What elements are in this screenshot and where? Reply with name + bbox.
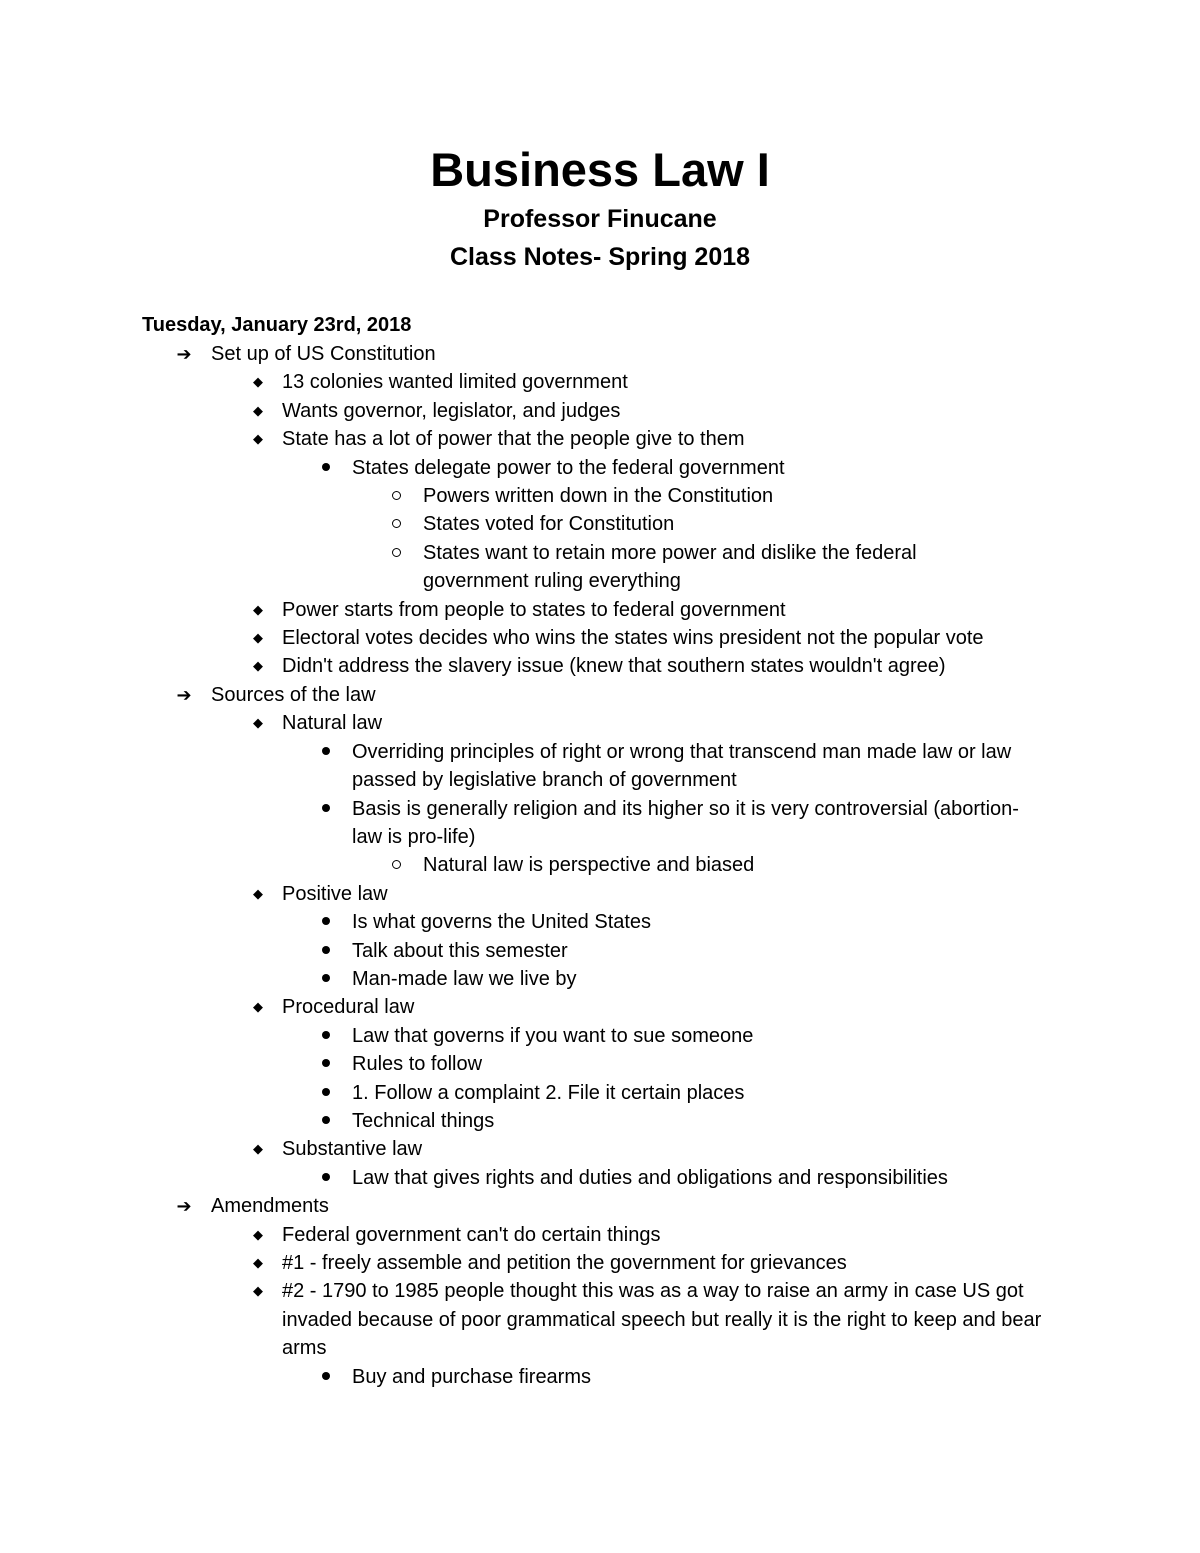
list-item: Technical things — [0, 1107, 1200, 1135]
circle-bullet-icon — [386, 851, 406, 879]
diamond-bullet-icon: ◆ — [253, 658, 263, 674]
list-item: States delegate power to the federal government — [0, 454, 1200, 482]
diamond-bullet-icon: ◆ — [253, 885, 263, 901]
circle-bullet-icon — [386, 482, 406, 510]
list-item: Is what governs the United States — [0, 908, 1200, 936]
list-item: States want to retain more power and dislike the federal government ruling everything — [0, 539, 1200, 596]
circle-bullet-icon — [386, 510, 406, 538]
diamond-bullet-icon: ◆ — [253, 630, 263, 646]
circle-bullet-icon — [386, 539, 406, 567]
list-item: 1. Follow a complaint 2. File it certain places — [0, 1079, 1200, 1107]
dot-bullet-icon — [316, 908, 336, 936]
dot-bullet-icon — [316, 795, 336, 823]
list-item: Buy and purchase firearms — [0, 1363, 1200, 1391]
list-item: Overriding principles of right or wrong that transcend man made law or law passed by legislative branch of government — [0, 738, 1200, 795]
dot-bullet-icon — [316, 454, 336, 482]
document-title: Business Law I — [430, 143, 770, 196]
list-item: ◆ Positive law — [0, 880, 1200, 908]
arrow-icon: ➔ — [176, 344, 192, 364]
dot-bullet-icon — [316, 1363, 336, 1391]
list-item: ➔ Set up of US Constitution — [0, 340, 1200, 368]
diamond-bullet-icon: ◆ — [253, 715, 263, 731]
list-item: ◆ Didn't address the slavery issue (knew that southern states wouldn't agree) — [0, 652, 1200, 680]
list-item: ◆ Power starts from people to states to federal government — [0, 596, 1200, 624]
diamond-bullet-icon: ◆ — [253, 601, 263, 617]
list-item: States voted for Constitution — [0, 510, 1200, 538]
list-item: Law that gives rights and duties and obligations and responsibilities — [0, 1164, 1200, 1192]
diamond-bullet-icon: ◆ — [253, 999, 263, 1015]
list-item: ◆ Procedural law — [0, 993, 1200, 1021]
dot-bullet-icon — [316, 1022, 336, 1050]
arrow-icon: ➔ — [176, 1196, 192, 1217]
list-item: ◆ #2 - 1790 to 1985 people thought this was as a way to raise an army in case US got invaded because of poor grammatical speech but really it is the right to keep and bear arms — [0, 1277, 1200, 1362]
list-item: ◆ Electoral votes decides who wins the states wins president not the popular vote — [0, 624, 1200, 652]
list-item: Powers written down in the Constitution — [0, 482, 1200, 510]
list-item: Man-made law we live by — [0, 965, 1200, 993]
professor-name: Professor Finucane — [483, 205, 717, 233]
list-item: ➔ Sources of the law — [0, 681, 1200, 709]
list-item: ◆ Substantive law — [0, 1135, 1200, 1163]
diamond-bullet-icon: ◆ — [253, 1255, 263, 1270]
list-item: Law that governs if you want to sue someone — [0, 1022, 1200, 1050]
list-item: ◆ Federal government can't do certain things — [0, 1221, 1200, 1249]
diamond-bullet-icon: ◆ — [253, 402, 263, 418]
list-item: ◆ State has a lot of power that the people give to them — [0, 425, 1200, 453]
dot-bullet-icon — [316, 1050, 336, 1078]
list-item: Natural law is perspective and biased — [0, 851, 1200, 879]
dot-bullet-icon — [316, 1164, 336, 1192]
dot-bullet-icon — [316, 1079, 336, 1107]
diamond-bullet-icon: ◆ — [253, 1226, 263, 1242]
diamond-bullet-icon: ◆ — [253, 1283, 263, 1299]
list-item: ◆ 13 colonies wanted limited government — [0, 368, 1200, 396]
list-item: ◆ Natural law — [0, 709, 1200, 737]
diamond-bullet-icon: ◆ — [253, 374, 263, 390]
dot-bullet-icon — [316, 965, 336, 993]
list-item: ◆ Wants governor, legislator, and judges — [0, 397, 1200, 425]
dot-bullet-icon — [316, 937, 336, 965]
diamond-bullet-icon: ◆ — [253, 431, 263, 447]
arrow-icon: ➔ — [176, 684, 192, 705]
list-item: ➔ Amendments — [0, 1192, 1200, 1220]
dot-bullet-icon — [316, 1107, 336, 1135]
class-notes-heading: Class Notes- Spring 2018 — [449, 243, 751, 271]
notes-list — [0, 340, 1200, 1391]
list-item: ◆ #1 - freely assemble and petition the government for grievances — [0, 1249, 1200, 1277]
dot-bullet-icon — [316, 738, 336, 766]
list-item: Talk about this semester — [0, 937, 1200, 965]
list-item: Basis is generally religion and its higher so it is very controversial (abortion- law is pro-life) — [0, 795, 1200, 852]
date-heading: Tuesday, January 23rd, 2018 — [142, 314, 412, 336]
list-item: Rules to follow — [0, 1050, 1200, 1078]
diamond-bullet-icon: ◆ — [253, 1141, 263, 1157]
